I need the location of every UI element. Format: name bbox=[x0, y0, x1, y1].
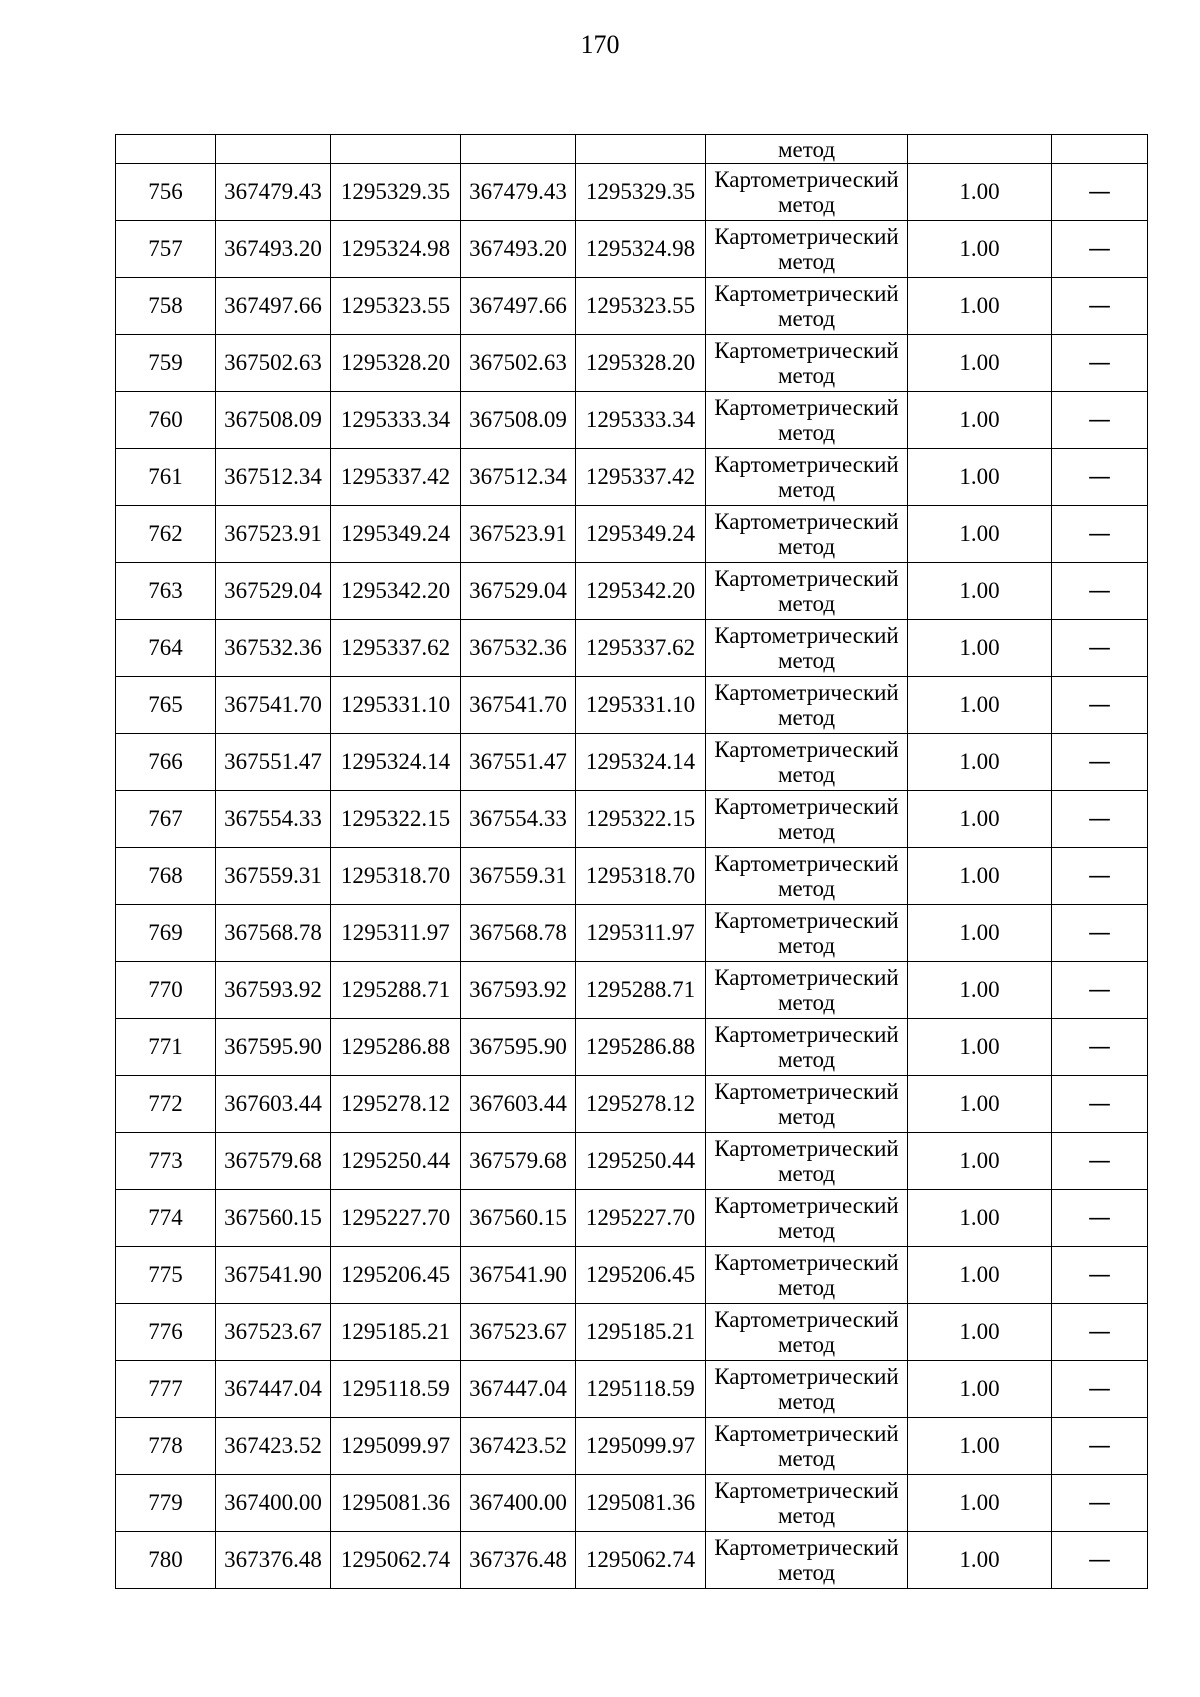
table-body bbox=[116, 135, 1148, 1589]
cell-y2: 1295081.36 bbox=[576, 1475, 706, 1532]
cell-number: 772 bbox=[116, 1076, 216, 1133]
cell-y2: 1295337.42 bbox=[576, 449, 706, 506]
cell-method bbox=[706, 1019, 908, 1076]
cell-x1: 367479.43 bbox=[216, 164, 331, 221]
cell-x1: 367551.47 bbox=[216, 734, 331, 791]
cell-number: 773 bbox=[116, 1133, 216, 1190]
cell-method bbox=[706, 1418, 908, 1475]
cell-y1: 1295311.97 bbox=[331, 905, 461, 962]
method-text: метод bbox=[777, 420, 836, 445]
table-row bbox=[116, 1532, 1148, 1589]
method-text: Картометрический bbox=[714, 623, 899, 648]
cell-note bbox=[1052, 135, 1148, 164]
method-text: Картометрический bbox=[714, 509, 899, 534]
cell-number: 757 bbox=[116, 221, 216, 278]
cell-number: 759 bbox=[116, 335, 216, 392]
table-row bbox=[116, 1019, 1148, 1076]
continuation-row bbox=[116, 135, 1148, 164]
cell-y1: 1295278.12 bbox=[331, 1076, 461, 1133]
cell-y1: 1295328.20 bbox=[331, 335, 461, 392]
cell-accuracy: 1.00 bbox=[908, 1247, 1052, 1304]
cell-x1: 367568.78 bbox=[216, 905, 331, 962]
table-row bbox=[116, 848, 1148, 905]
method-text: Картометрический bbox=[714, 338, 899, 363]
cell-x2: 367529.04 bbox=[461, 563, 576, 620]
cell-note: — bbox=[1052, 734, 1148, 791]
cell-number: 760 bbox=[116, 392, 216, 449]
method-text: метод bbox=[777, 591, 836, 616]
cell-y2: 1295349.24 bbox=[576, 506, 706, 563]
method-text: метод bbox=[777, 534, 836, 559]
method-text: метод bbox=[777, 1560, 836, 1585]
cell-number: 770 bbox=[116, 962, 216, 1019]
cell-number: 765 bbox=[116, 677, 216, 734]
cell-number: 758 bbox=[116, 278, 216, 335]
cell-number: 756 bbox=[116, 164, 216, 221]
table-row bbox=[116, 278, 1148, 335]
method-text: Картометрический bbox=[714, 908, 899, 933]
cell-x2: 367593.92 bbox=[461, 962, 576, 1019]
cell-x2: 367603.44 bbox=[461, 1076, 576, 1133]
cell-x1: 367559.31 bbox=[216, 848, 331, 905]
method-text: Картометрический bbox=[714, 452, 899, 477]
cell-x1: 367541.70 bbox=[216, 677, 331, 734]
cell-y1: 1295342.20 bbox=[331, 563, 461, 620]
cell-x1: 367508.09 bbox=[216, 392, 331, 449]
cell-x1: 367560.15 bbox=[216, 1190, 331, 1247]
cell-y1: 1295324.98 bbox=[331, 221, 461, 278]
method-text: Картометрический bbox=[714, 1193, 899, 1218]
cell-note: — bbox=[1052, 1475, 1148, 1532]
cell-accuracy: 1.00 bbox=[908, 449, 1052, 506]
cell-x2 bbox=[461, 135, 576, 164]
cell-x2: 367493.20 bbox=[461, 221, 576, 278]
method-text: метод bbox=[777, 1389, 836, 1414]
cell-accuracy: 1.00 bbox=[908, 1532, 1052, 1589]
cell-y1 bbox=[331, 135, 461, 164]
cell-y1: 1295206.45 bbox=[331, 1247, 461, 1304]
cell-x2: 367512.34 bbox=[461, 449, 576, 506]
cell-x2: 367554.33 bbox=[461, 791, 576, 848]
method-text: метод bbox=[777, 990, 836, 1015]
cell-accuracy: 1.00 bbox=[908, 1190, 1052, 1247]
cell-number: 780 bbox=[116, 1532, 216, 1589]
cell-method bbox=[706, 1361, 908, 1418]
cell-note: — bbox=[1052, 221, 1148, 278]
cell-number: 767 bbox=[116, 791, 216, 848]
method-text: Картометрический bbox=[714, 1421, 899, 1446]
cell-x2: 367532.36 bbox=[461, 620, 576, 677]
cell-note: — bbox=[1052, 164, 1148, 221]
table-row bbox=[116, 164, 1148, 221]
table-row bbox=[116, 449, 1148, 506]
table-row bbox=[116, 392, 1148, 449]
cell-number: 764 bbox=[116, 620, 216, 677]
cell-note: — bbox=[1052, 392, 1148, 449]
cell-y1: 1295250.44 bbox=[331, 1133, 461, 1190]
cell-y1: 1295323.55 bbox=[331, 278, 461, 335]
cell-x1: 367595.90 bbox=[216, 1019, 331, 1076]
cell-number: 762 bbox=[116, 506, 216, 563]
table-row bbox=[116, 677, 1148, 734]
cell-method bbox=[706, 1247, 908, 1304]
cell-y1: 1295333.34 bbox=[331, 392, 461, 449]
cell-accuracy: 1.00 bbox=[908, 791, 1052, 848]
method-text: метод bbox=[777, 1503, 836, 1528]
cell-y1: 1295118.59 bbox=[331, 1361, 461, 1418]
cell-x1: 367376.48 bbox=[216, 1532, 331, 1589]
cell-method bbox=[706, 563, 908, 620]
cell-note: — bbox=[1052, 1019, 1148, 1076]
cell-y1: 1295349.24 bbox=[331, 506, 461, 563]
cell-y1: 1295324.14 bbox=[331, 734, 461, 791]
cell-note: — bbox=[1052, 1532, 1148, 1589]
method-text: Картометрический bbox=[714, 395, 899, 420]
table-row bbox=[116, 1361, 1148, 1418]
cell-note: — bbox=[1052, 278, 1148, 335]
cell-x2: 367523.91 bbox=[461, 506, 576, 563]
cell-accuracy: 1.00 bbox=[908, 962, 1052, 1019]
cell-note: — bbox=[1052, 506, 1148, 563]
table-row bbox=[116, 1247, 1148, 1304]
cell-accuracy: 1.00 bbox=[908, 221, 1052, 278]
table-row bbox=[116, 1190, 1148, 1247]
cell-accuracy: 1.00 bbox=[908, 620, 1052, 677]
method-text: метод bbox=[777, 705, 836, 730]
cell-x1: 367447.04 bbox=[216, 1361, 331, 1418]
cell-number: 776 bbox=[116, 1304, 216, 1361]
cell-method bbox=[706, 335, 908, 392]
cell-number: 761 bbox=[116, 449, 216, 506]
cell-x2: 367560.15 bbox=[461, 1190, 576, 1247]
cell-number: 763 bbox=[116, 563, 216, 620]
cell-method bbox=[706, 791, 908, 848]
cell-number: 771 bbox=[116, 1019, 216, 1076]
cell-number: 779 bbox=[116, 1475, 216, 1532]
cell-x1: 367603.44 bbox=[216, 1076, 331, 1133]
method-text: Картометрический bbox=[714, 1307, 899, 1332]
cell-y2: 1295322.15 bbox=[576, 791, 706, 848]
cell-x2: 367595.90 bbox=[461, 1019, 576, 1076]
cell-x2: 367568.78 bbox=[461, 905, 576, 962]
cell-y1: 1295322.15 bbox=[331, 791, 461, 848]
cell-x2: 367497.66 bbox=[461, 278, 576, 335]
method-text: метод bbox=[777, 1332, 836, 1357]
cell-note: — bbox=[1052, 905, 1148, 962]
cell-x2: 367502.63 bbox=[461, 335, 576, 392]
cell-accuracy: 1.00 bbox=[908, 1076, 1052, 1133]
cell-x2: 367479.43 bbox=[461, 164, 576, 221]
method-text: Картометрический bbox=[714, 737, 899, 762]
method-text: метод bbox=[777, 1446, 836, 1471]
cell-x1: 367493.20 bbox=[216, 221, 331, 278]
cell-method bbox=[706, 1190, 908, 1247]
cell-x1: 367593.92 bbox=[216, 962, 331, 1019]
cell-y2: 1295328.20 bbox=[576, 335, 706, 392]
cell-note: — bbox=[1052, 677, 1148, 734]
cell-y2: 1295286.88 bbox=[576, 1019, 706, 1076]
table-row bbox=[116, 734, 1148, 791]
cell-accuracy: 1.00 bbox=[908, 1133, 1052, 1190]
cell-number: 774 bbox=[116, 1190, 216, 1247]
method-text: метод bbox=[777, 819, 836, 844]
method-text: Картометрический bbox=[714, 566, 899, 591]
table-row bbox=[116, 962, 1148, 1019]
method-text: Картометрический bbox=[714, 1136, 899, 1161]
method-text: метод bbox=[777, 1275, 836, 1300]
cell-number: 766 bbox=[116, 734, 216, 791]
cell-x1: 367541.90 bbox=[216, 1247, 331, 1304]
method-text: Картометрический bbox=[714, 794, 899, 819]
cell-method bbox=[706, 620, 908, 677]
coordinates-table bbox=[115, 134, 1148, 1589]
cell-x1: 367529.04 bbox=[216, 563, 331, 620]
cell-note: — bbox=[1052, 848, 1148, 905]
cell-y2: 1295329.35 bbox=[576, 164, 706, 221]
method-text: метод bbox=[777, 1047, 836, 1072]
cell-method bbox=[706, 449, 908, 506]
cell-x2: 367376.48 bbox=[461, 1532, 576, 1589]
cell-y1: 1295227.70 bbox=[331, 1190, 461, 1247]
method-text: метод bbox=[777, 1161, 836, 1186]
cell-x2: 367579.68 bbox=[461, 1133, 576, 1190]
cell-x2: 367541.90 bbox=[461, 1247, 576, 1304]
cell-y2: 1295227.70 bbox=[576, 1190, 706, 1247]
method-text: Картометрический bbox=[714, 167, 899, 192]
cell-note: — bbox=[1052, 1304, 1148, 1361]
cell-note: — bbox=[1052, 1247, 1148, 1304]
cell-y2: 1295185.21 bbox=[576, 1304, 706, 1361]
table-row bbox=[116, 335, 1148, 392]
cell-y2: 1295337.62 bbox=[576, 620, 706, 677]
cell-method bbox=[706, 1532, 908, 1589]
cell-note: — bbox=[1052, 1361, 1148, 1418]
cell-accuracy: 1.00 bbox=[908, 905, 1052, 962]
cell-method bbox=[706, 221, 908, 278]
cell-x1: 367423.52 bbox=[216, 1418, 331, 1475]
cell-accuracy: 1.00 bbox=[908, 506, 1052, 563]
cell-x1: 367523.67 bbox=[216, 1304, 331, 1361]
table-row bbox=[116, 791, 1148, 848]
cell-note: — bbox=[1052, 1190, 1148, 1247]
cell-x2: 367523.67 bbox=[461, 1304, 576, 1361]
method-text: метод bbox=[777, 1104, 836, 1129]
method-text: метод bbox=[777, 306, 836, 331]
cell-y2: 1295118.59 bbox=[576, 1361, 706, 1418]
method-text: метод bbox=[777, 192, 836, 217]
cell-accuracy bbox=[908, 135, 1052, 164]
cell-x2: 367551.47 bbox=[461, 734, 576, 791]
cell-method bbox=[706, 1076, 908, 1133]
cell-y1: 1295099.97 bbox=[331, 1418, 461, 1475]
cell-y1: 1295286.88 bbox=[331, 1019, 461, 1076]
cell-number: 768 bbox=[116, 848, 216, 905]
cell-method bbox=[706, 905, 908, 962]
method-text: метод bbox=[777, 762, 836, 787]
table-row bbox=[116, 221, 1148, 278]
cell-method bbox=[706, 848, 908, 905]
method-text: метод bbox=[777, 933, 836, 958]
cell-note: — bbox=[1052, 563, 1148, 620]
cell-method bbox=[706, 1133, 908, 1190]
method-text: метод bbox=[777, 363, 836, 388]
method-text: Картометрический bbox=[714, 851, 899, 876]
cell-y1: 1295337.62 bbox=[331, 620, 461, 677]
cell-accuracy: 1.00 bbox=[908, 1304, 1052, 1361]
method-text: Картометрический bbox=[714, 281, 899, 306]
cell-number: 778 bbox=[116, 1418, 216, 1475]
cell-y1: 1295081.36 bbox=[331, 1475, 461, 1532]
cell-accuracy: 1.00 bbox=[908, 335, 1052, 392]
cell-method bbox=[706, 506, 908, 563]
cell-note: — bbox=[1052, 335, 1148, 392]
cell-x1 bbox=[216, 135, 331, 164]
cell-method bbox=[706, 1304, 908, 1361]
cell-method bbox=[706, 164, 908, 221]
cell-note: — bbox=[1052, 449, 1148, 506]
cell-number: 769 bbox=[116, 905, 216, 962]
cell-note: — bbox=[1052, 962, 1148, 1019]
cell-y2: 1295333.34 bbox=[576, 392, 706, 449]
table-row bbox=[116, 1304, 1148, 1361]
cell-x1: 367554.33 bbox=[216, 791, 331, 848]
method-text: Картометрический bbox=[714, 1022, 899, 1047]
cell-number: 777 bbox=[116, 1361, 216, 1418]
cell-y1: 1295062.74 bbox=[331, 1532, 461, 1589]
cell-y1: 1295318.70 bbox=[331, 848, 461, 905]
cell-x2: 367508.09 bbox=[461, 392, 576, 449]
method-text: Картометрический bbox=[714, 1478, 899, 1503]
method-text: Картометрический bbox=[714, 1364, 899, 1389]
method-text: Картометрический bbox=[714, 224, 899, 249]
cell-x1: 367497.66 bbox=[216, 278, 331, 335]
cell-method: метод bbox=[706, 135, 908, 164]
cell-method bbox=[706, 392, 908, 449]
cell-accuracy: 1.00 bbox=[908, 164, 1052, 221]
cell-y2: 1295331.10 bbox=[576, 677, 706, 734]
cell-x1: 367512.34 bbox=[216, 449, 331, 506]
cell-x2: 367400.00 bbox=[461, 1475, 576, 1532]
cell-x1: 367532.36 bbox=[216, 620, 331, 677]
page-number: 170 bbox=[580, 30, 620, 59]
cell-accuracy: 1.00 bbox=[908, 1418, 1052, 1475]
cell-y2 bbox=[576, 135, 706, 164]
cell-accuracy: 1.00 bbox=[908, 392, 1052, 449]
cell-note: — bbox=[1052, 620, 1148, 677]
cell-x2: 367423.52 bbox=[461, 1418, 576, 1475]
cell-y2: 1295206.45 bbox=[576, 1247, 706, 1304]
cell-y1: 1295329.35 bbox=[331, 164, 461, 221]
cell-method bbox=[706, 278, 908, 335]
cell-number: 775 bbox=[116, 1247, 216, 1304]
cell-x1: 367523.91 bbox=[216, 506, 331, 563]
cell-y2: 1295323.55 bbox=[576, 278, 706, 335]
table-row bbox=[116, 506, 1148, 563]
cell-x2: 367541.70 bbox=[461, 677, 576, 734]
method-text: Картометрический bbox=[714, 965, 899, 990]
cell-y2: 1295062.74 bbox=[576, 1532, 706, 1589]
cell-y1: 1295331.10 bbox=[331, 677, 461, 734]
cell-number bbox=[116, 135, 216, 164]
table-row bbox=[116, 1475, 1148, 1532]
cell-accuracy: 1.00 bbox=[908, 278, 1052, 335]
cell-note: — bbox=[1052, 1133, 1148, 1190]
cell-x1: 367579.68 bbox=[216, 1133, 331, 1190]
cell-y2: 1295311.97 bbox=[576, 905, 706, 962]
table-row bbox=[116, 1418, 1148, 1475]
method-text: метод bbox=[777, 876, 836, 901]
cell-x1: 367502.63 bbox=[216, 335, 331, 392]
table-row bbox=[116, 1076, 1148, 1133]
method-text: Картометрический bbox=[714, 1079, 899, 1104]
method-text: метод bbox=[777, 477, 836, 502]
table-row bbox=[116, 1133, 1148, 1190]
cell-y2: 1295324.98 bbox=[576, 221, 706, 278]
cell-accuracy: 1.00 bbox=[908, 1019, 1052, 1076]
cell-method bbox=[706, 962, 908, 1019]
cell-y2: 1295318.70 bbox=[576, 848, 706, 905]
cell-method bbox=[706, 734, 908, 791]
cell-accuracy: 1.00 bbox=[908, 563, 1052, 620]
cell-accuracy: 1.00 bbox=[908, 734, 1052, 791]
cell-y1: 1295337.42 bbox=[331, 449, 461, 506]
cell-x1: 367400.00 bbox=[216, 1475, 331, 1532]
method-text: метод bbox=[777, 648, 836, 673]
cell-y2: 1295342.20 bbox=[576, 563, 706, 620]
cell-y1: 1295288.71 bbox=[331, 962, 461, 1019]
method-text: метод bbox=[777, 249, 836, 274]
cell-x2: 367559.31 bbox=[461, 848, 576, 905]
cell-note: — bbox=[1052, 791, 1148, 848]
cell-y1: 1295185.21 bbox=[331, 1304, 461, 1361]
method-text: метод bbox=[777, 1218, 836, 1243]
cell-y2: 1295278.12 bbox=[576, 1076, 706, 1133]
cell-y2: 1295288.71 bbox=[576, 962, 706, 1019]
table-row bbox=[116, 563, 1148, 620]
cell-y2: 1295324.14 bbox=[576, 734, 706, 791]
method-text: Картометрический bbox=[714, 1535, 899, 1560]
table-row bbox=[116, 905, 1148, 962]
cell-accuracy: 1.00 bbox=[908, 848, 1052, 905]
table-row bbox=[116, 620, 1148, 677]
cell-accuracy: 1.00 bbox=[908, 1475, 1052, 1532]
cell-method bbox=[706, 677, 908, 734]
method-text: Картометрический bbox=[714, 1250, 899, 1275]
cell-method bbox=[706, 1475, 908, 1532]
cell-y2: 1295099.97 bbox=[576, 1418, 706, 1475]
cell-note: — bbox=[1052, 1076, 1148, 1133]
cell-x2: 367447.04 bbox=[461, 1361, 576, 1418]
cell-note: — bbox=[1052, 1418, 1148, 1475]
cell-y2: 1295250.44 bbox=[576, 1133, 706, 1190]
cell-accuracy: 1.00 bbox=[908, 1361, 1052, 1418]
method-text: Картометрический bbox=[714, 680, 899, 705]
cell-accuracy: 1.00 bbox=[908, 677, 1052, 734]
